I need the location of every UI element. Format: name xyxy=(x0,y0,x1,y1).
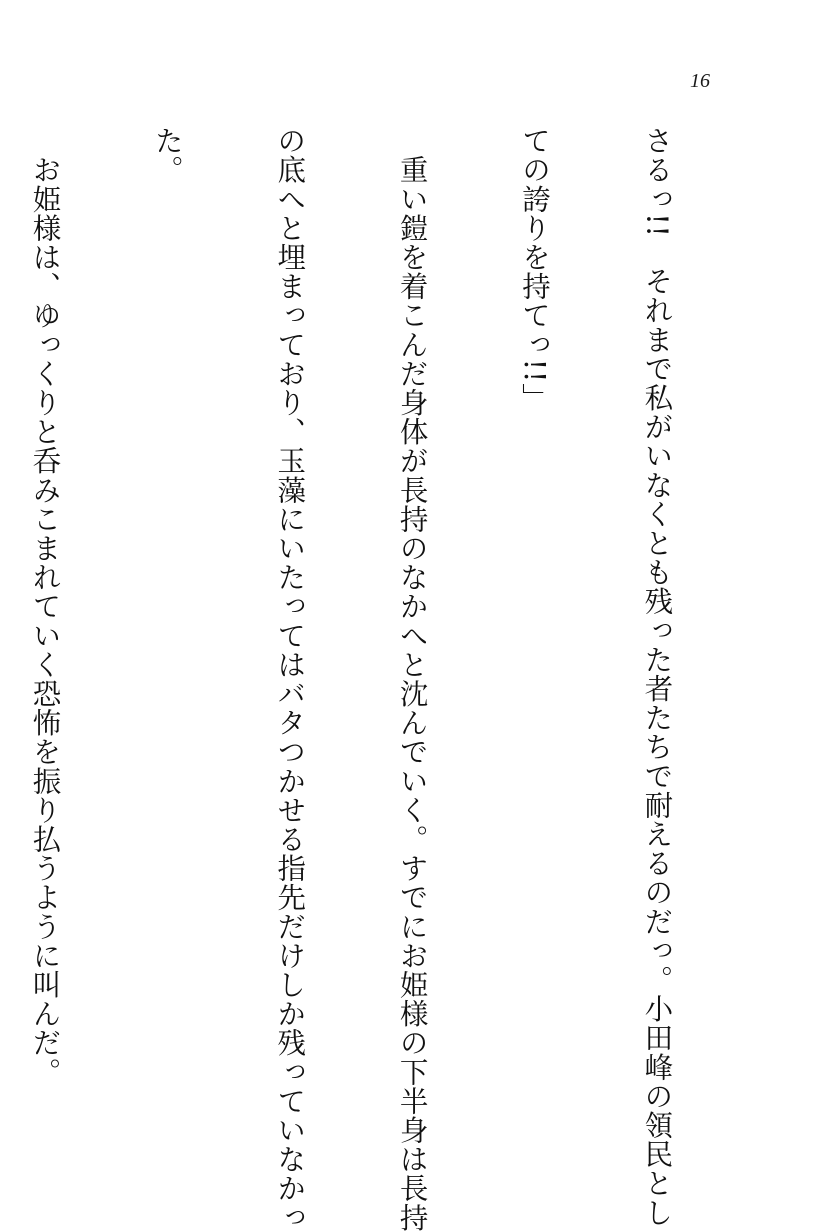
text-line: さるっ!! それまで私がいなくとも残った者たちで耐えるのだっ。小田峰の領民とし xyxy=(640,126,674,1227)
text-line: の底へと埋まっており、玉藻にいたってはバタつかせる指先だけしか残っていなかっ xyxy=(273,126,307,1232)
text-line: ての誇りを持てっ!!」 xyxy=(518,126,552,413)
page-number: 16 xyxy=(690,70,710,92)
text-line: 重い鎧を着こんだ身体が長持のなかへと沈んでいく。すでにお姫様の下半身は長持 xyxy=(395,126,429,1232)
text-line: お姫様は、ゆっくりと呑みこまれていく恐怖を振り払うように叫んだ。 xyxy=(28,126,62,1087)
text-line: た。 xyxy=(150,126,184,185)
novel-text-body xyxy=(0,126,758,1232)
